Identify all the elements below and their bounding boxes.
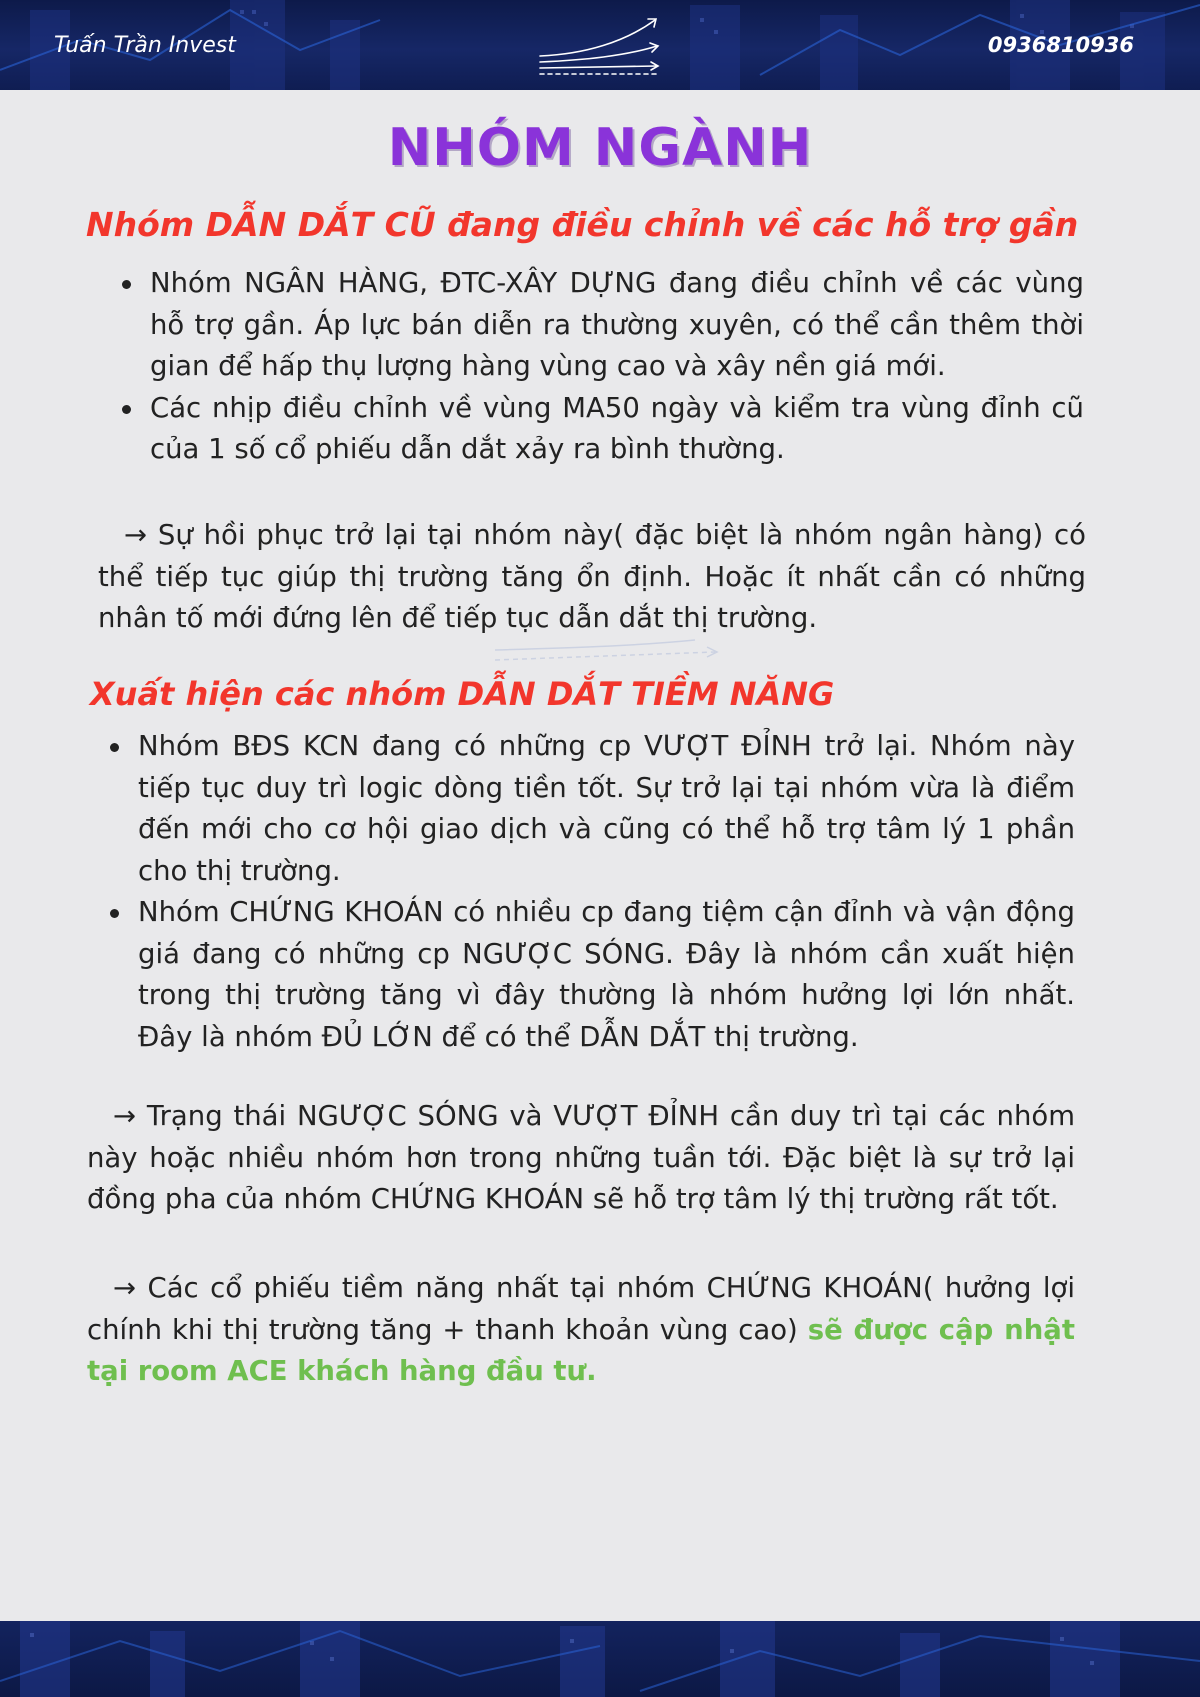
page-title: NHÓM NGÀNH <box>387 118 813 178</box>
section1-heading: Nhóm DẪN DẮT CŨ đang điều chỉnh về các hỗ trợ gần <box>86 205 1079 244</box>
bullet-dot-icon <box>122 405 131 414</box>
city-skyline-background <box>0 1621 1200 1697</box>
list-item <box>122 388 1084 471</box>
section1-conclusion: → Sự hồi phục trở lại tại nhóm này( đặc biệt là nhóm ngân hàng) có thể tiếp tục giúp thị trường tăng ổn định. Hoặc ít nhất cần có những nhân tố mới đứng lên để tiếp tục dẫn dắt thị trường. <box>98 519 1086 634</box>
footer-banner <box>0 1621 1200 1697</box>
section2-conclusion-2 <box>87 1268 1075 1393</box>
faint-arrow-decoration <box>495 630 725 670</box>
bullet-text: Nhóm CHỨNG KHOÁN có nhiều cp đang tiệm cận đỉnh và vận động giá đang có những cp NGƯỢC SÓNG. Đây là nhóm cần xuất hiện trong thị trường tăng vì đây thường là nhóm hưởng lợi lớn nhất. Đây là nhóm ĐỦ LỚN để có thể DẪN DẮT thị trường. <box>138 896 1075 1053</box>
section2-heading: Xuất hiện các nhóm DẪN DẮT TIỀM NĂNG <box>90 675 835 713</box>
bullet-dot-icon <box>110 743 119 752</box>
header-banner <box>0 0 1200 90</box>
list-item <box>110 892 1075 1058</box>
bullet-text: Các nhịp điều chỉnh về vùng MA50 ngày và kiểm tra vùng đỉnh cũ của 1 số cổ phiếu dẫn dắt xảy ra bình thường. <box>150 391 1084 465</box>
brand-name: Tuấn Trần Invest <box>54 33 236 58</box>
bullet-dot-icon <box>122 280 131 289</box>
bullet-text: Nhóm BĐS KCN đang có những cp VƯỢT ĐỈNH trở lại. Nhóm này tiếp tục duy trì logic dòng tiền tốt. Sự trở lại tại nhóm vừa là điểm đến mới cho cơ hội giao dịch và cũng có thể hỗ trợ tâm lý 1 phần cho thị trường. <box>138 730 1075 887</box>
trend-arrows-icon <box>535 12 665 78</box>
bullet-dot-icon <box>110 909 119 918</box>
section2-bullet-list <box>110 726 1075 1058</box>
section1-bullet-list <box>122 263 1084 471</box>
highlight-text: sẽ được cập nhật tại room ACE khách hàng đầu tư. <box>87 1313 1075 1387</box>
list-item <box>122 263 1084 388</box>
section2-conclusion-1: → Trạng thái NGƯỢC SÓNG và VƯỢT ĐỈNH cần duy trì tại các nhóm này hoặc nhiều nhóm hơn trong những tuần tới. Đặc biệt là sự trở lại đồng pha của nhóm CHỨNG KHOÁN sẽ hỗ trợ tâm lý thị trường rất tốt. <box>87 1100 1075 1215</box>
phone-number: 0936810936 <box>987 33 1134 57</box>
conclusion-text: → Các cổ phiếu tiềm năng nhất tại nhóm CHỨNG KHOÁN( hưởng lợi chính khi thị trường tăng + thanh khoản vùng cao) <box>87 1272 1075 1346</box>
bullet-text: Nhóm NGÂN HÀNG, ĐTC-XÂY DỰNG đang điều chỉnh về các vùng hỗ trợ gần. Áp lực bán diễn ra thường xuyên, có thể cần thêm thời gian để hấp thụ lượng hàng vùng cao và xây nền giá mới. <box>150 267 1084 382</box>
list-item <box>110 726 1075 892</box>
